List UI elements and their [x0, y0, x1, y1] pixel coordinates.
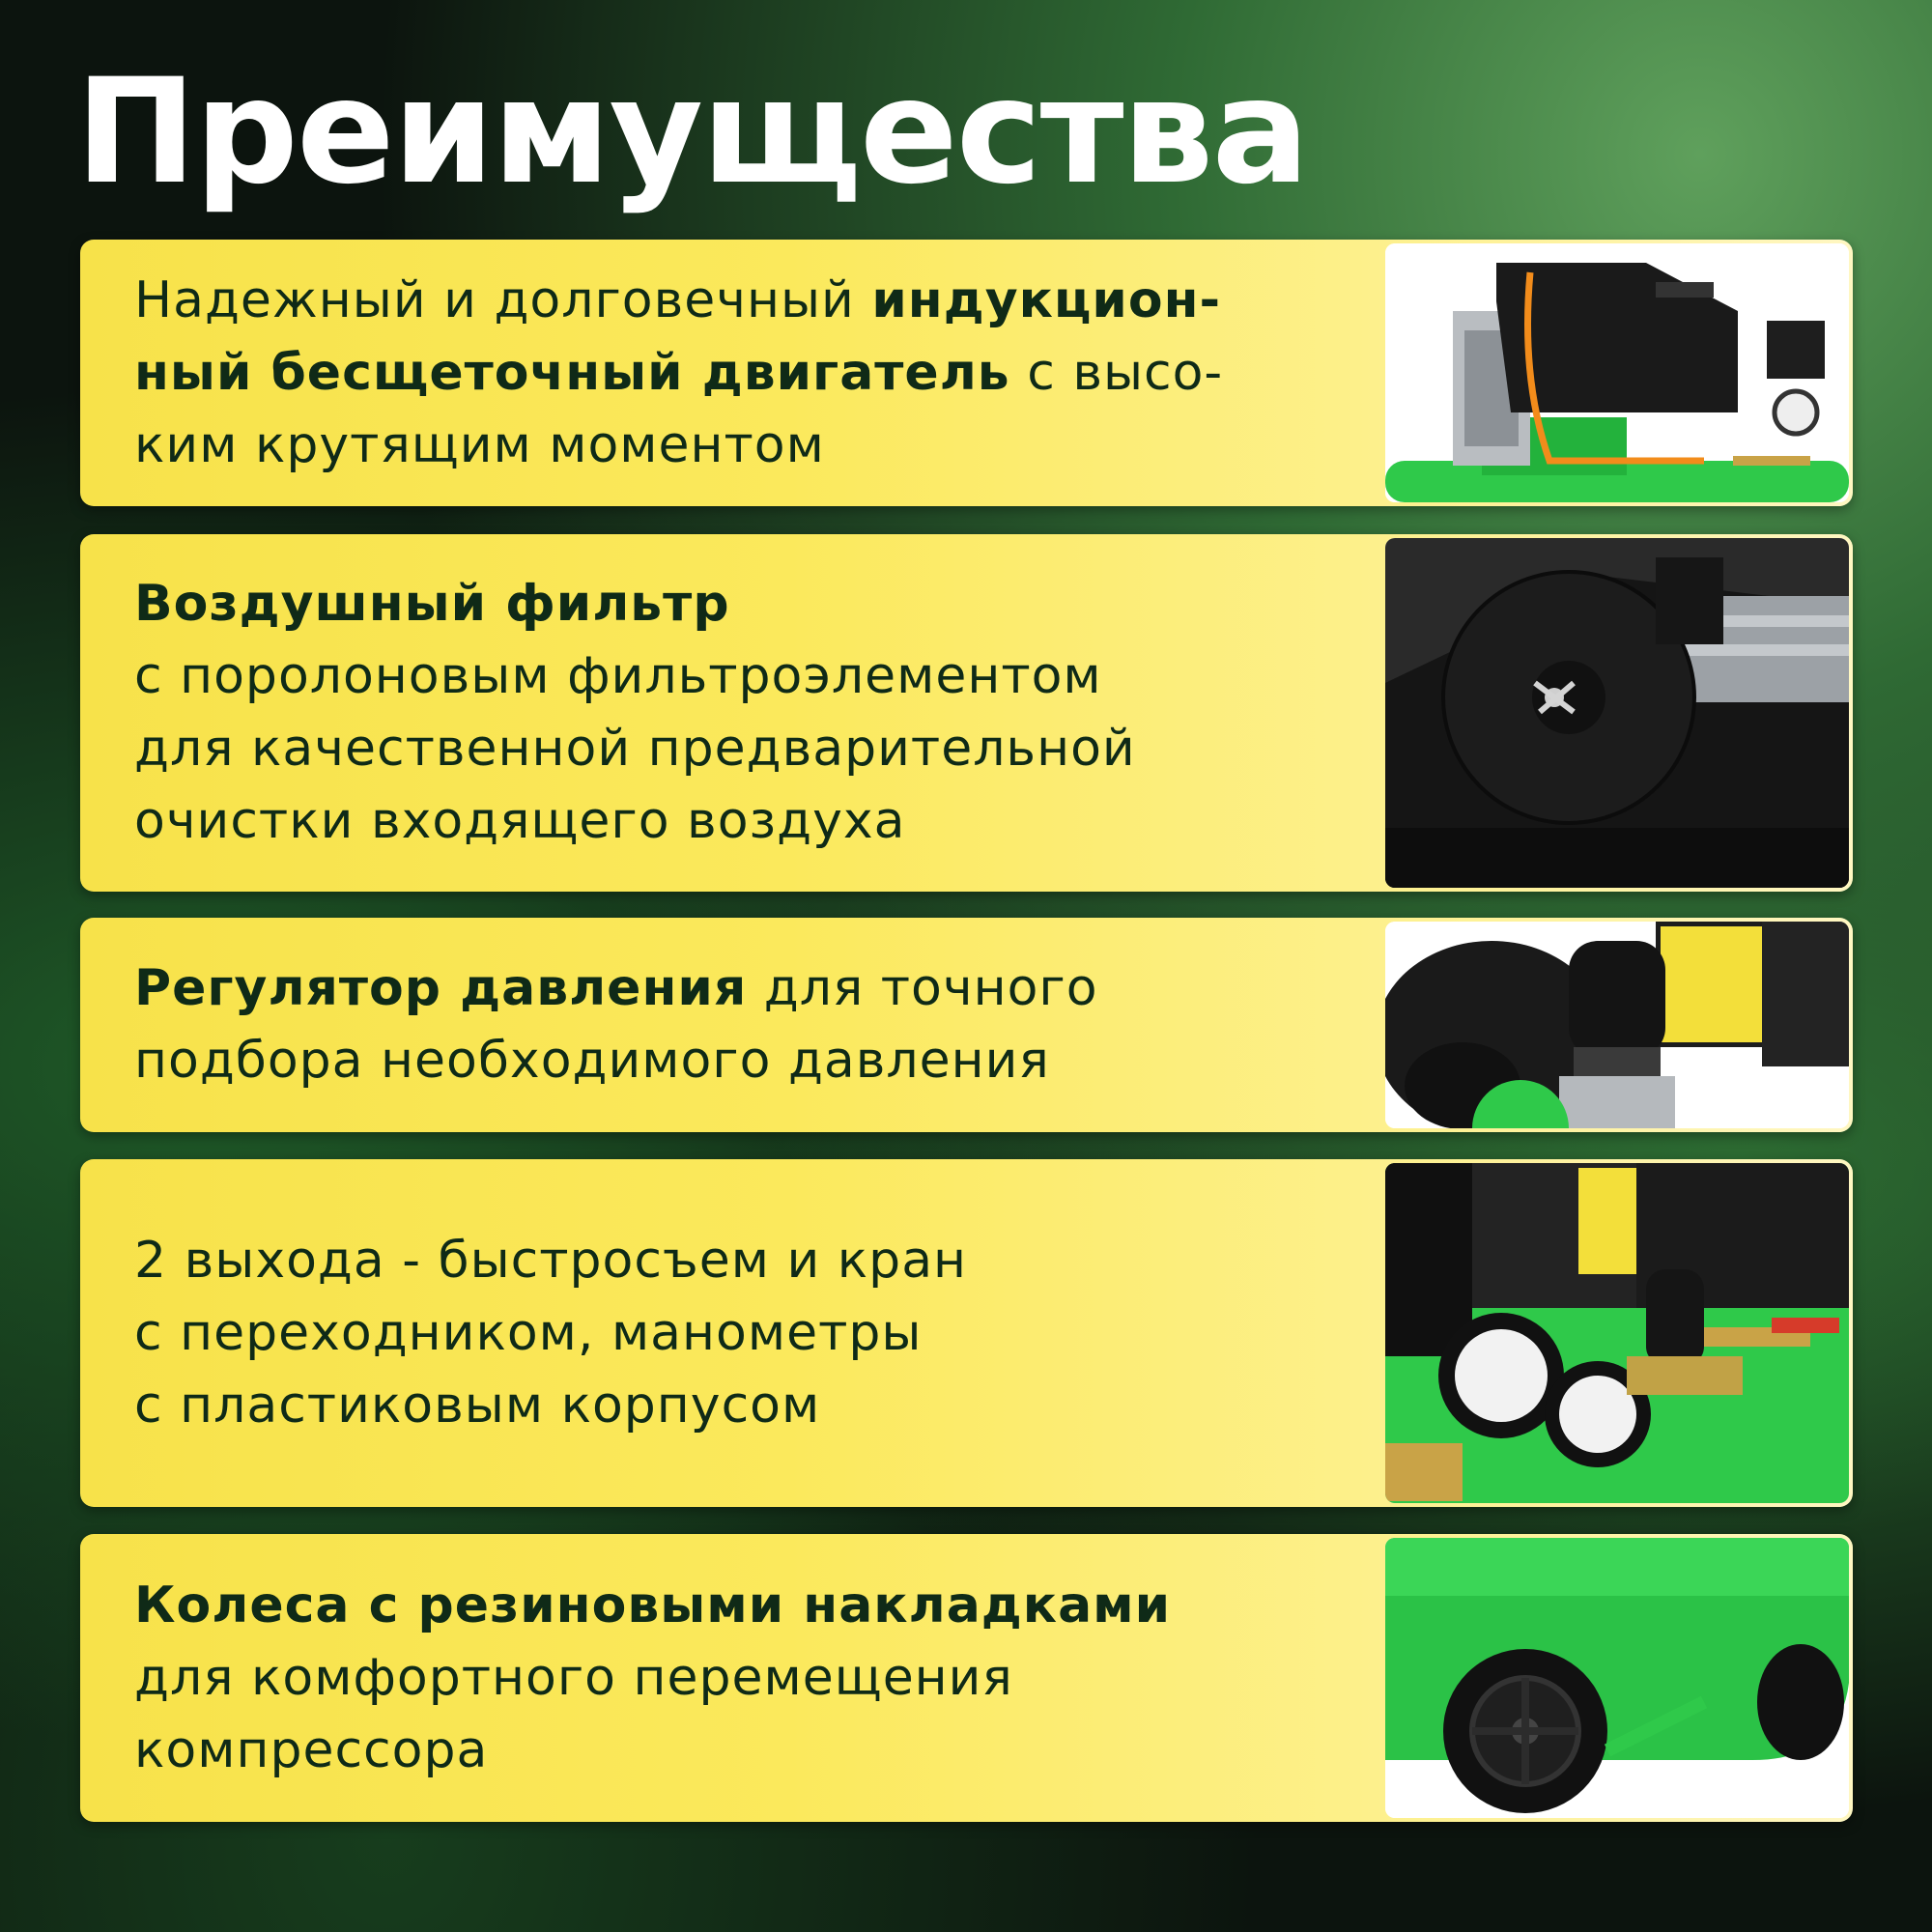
- text-line: ный бесщеточный двигатель с высо-: [134, 343, 1224, 402]
- advantage-text: [134, 240, 1341, 506]
- text-line: ким крутящим моментом: [134, 415, 825, 474]
- advantage-text: [134, 1534, 1341, 1822]
- page-title: Преимущества: [75, 48, 1308, 216]
- advantage-card-pressure-regulator: [80, 918, 1853, 1132]
- text-line: Регулятор давления для точного: [134, 959, 1098, 1017]
- text-line: очистки входящего воздуха: [134, 792, 906, 850]
- text-line: с переходником, манометры: [134, 1303, 923, 1362]
- text-line: 2 выхода - быстросъем и кран: [134, 1231, 968, 1290]
- advantage-card-wheels: [80, 1534, 1853, 1822]
- text-line: Надежный и долговечный индукцион-: [134, 270, 1222, 329]
- pressure-regulator-photo: [1385, 922, 1849, 1128]
- text-line: для качественной предварительной: [134, 720, 1136, 778]
- text-line: для комфортного перемещения: [134, 1648, 1013, 1707]
- text-line: подбора необходимого давления: [134, 1032, 1050, 1090]
- advantage-card-outlets: [80, 1159, 1853, 1507]
- air-filter-photo: [1385, 538, 1849, 888]
- text-line: Воздушный фильтр: [134, 575, 730, 633]
- advantage-card-air-filter: [80, 534, 1853, 892]
- wheels-photo: [1385, 1538, 1849, 1818]
- advantage-card-motor: [80, 240, 1853, 506]
- advantage-text: [134, 918, 1341, 1132]
- text-line: Колеса с резиновыми накладками: [134, 1576, 1172, 1634]
- advantage-text: [134, 534, 1341, 892]
- text-line: с пластиковым корпусом: [134, 1376, 821, 1435]
- compressor-motor-photo: [1385, 243, 1849, 502]
- outlets-gauges-photo: [1385, 1163, 1849, 1503]
- text-line: компрессора: [134, 1720, 489, 1779]
- advantage-text: [134, 1159, 1341, 1507]
- text-line: с поролоновым фильтроэлементом: [134, 647, 1102, 705]
